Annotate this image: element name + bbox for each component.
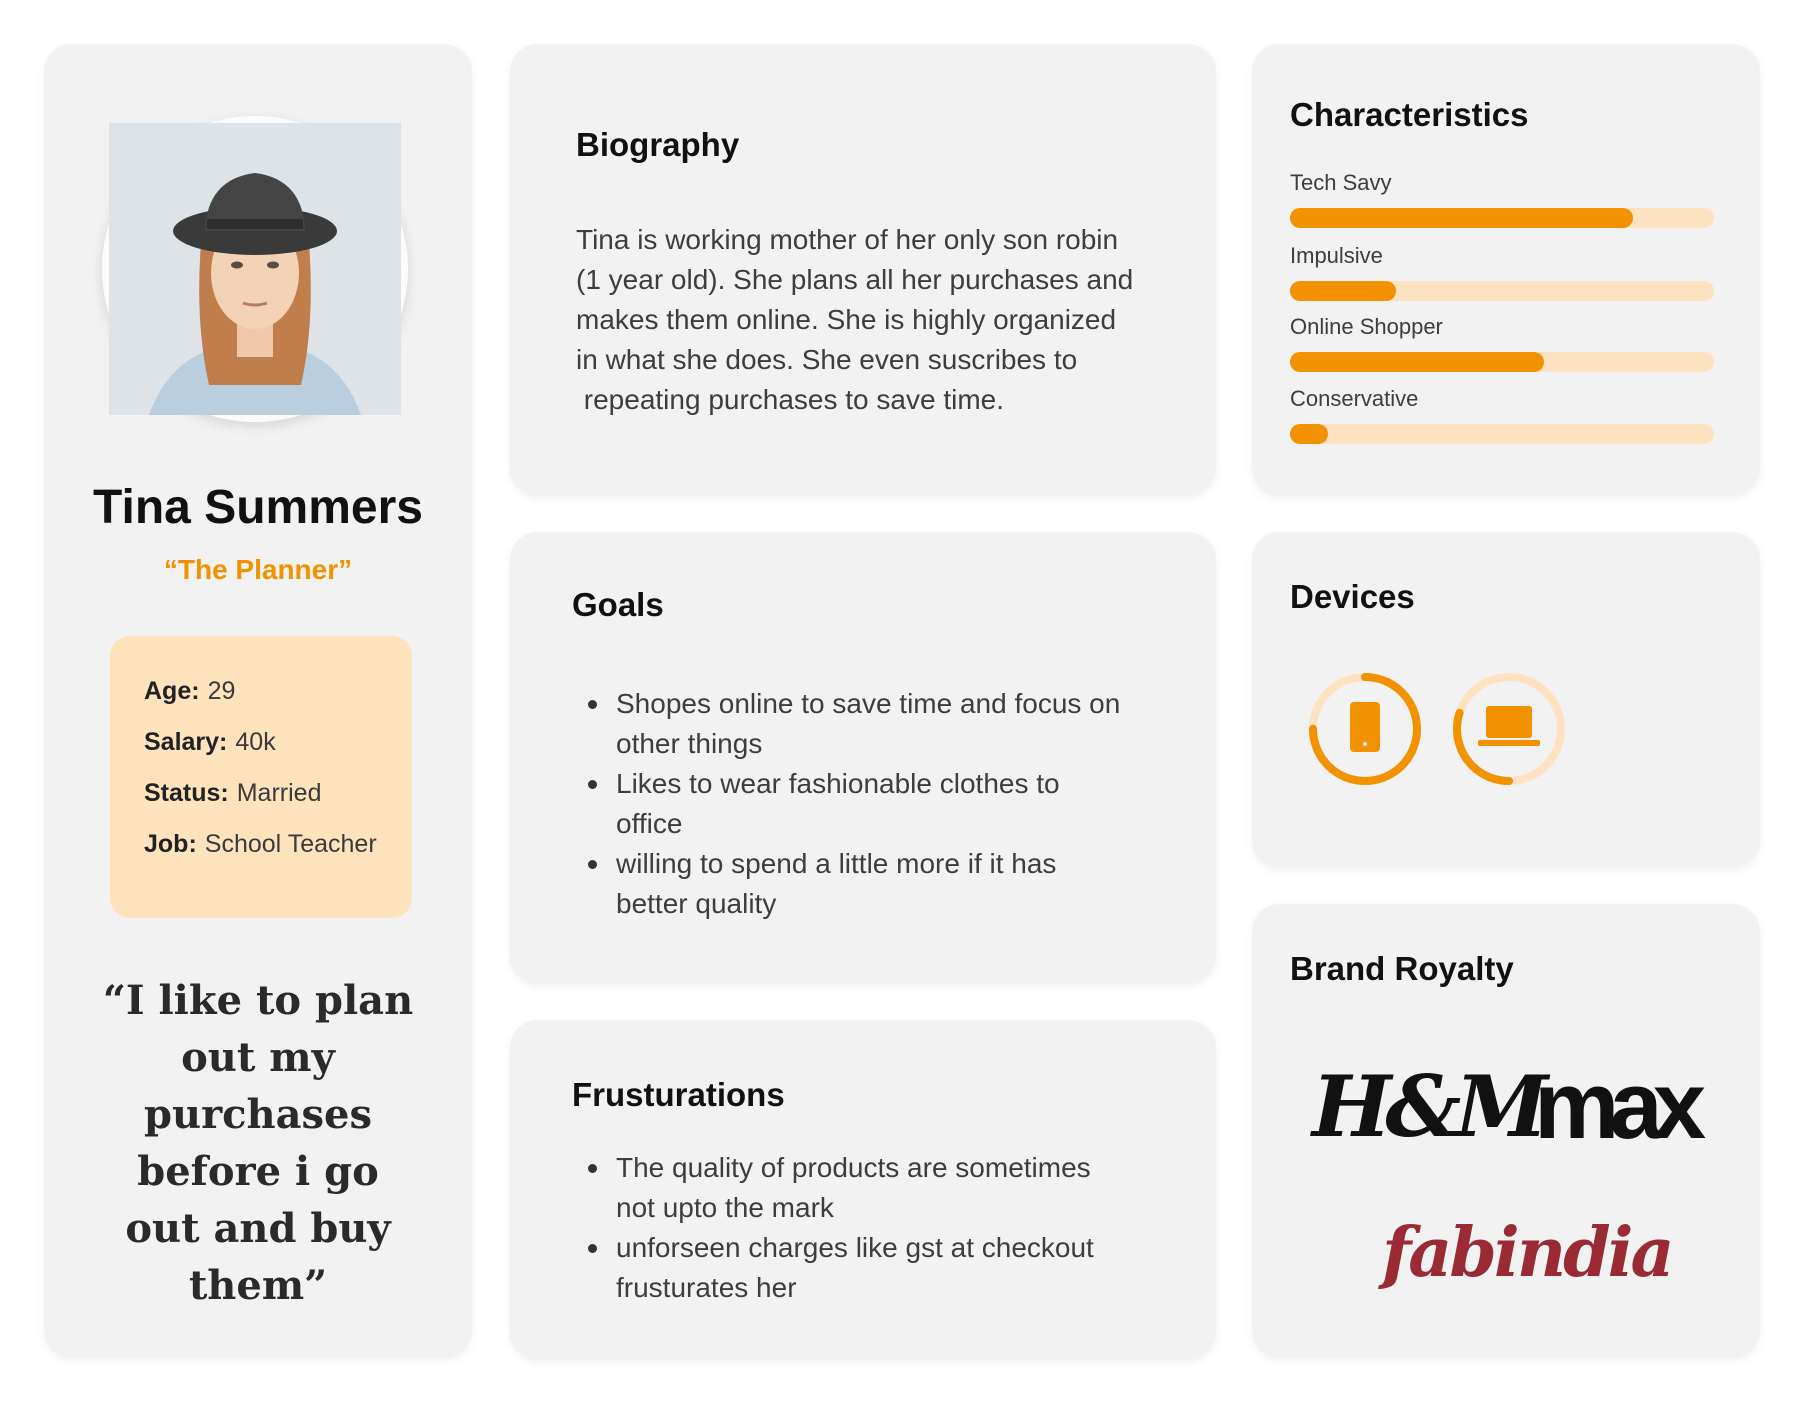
list-item	[572, 1228, 1176, 1308]
max-logo-text: max	[1534, 1052, 1697, 1159]
biography-card	[510, 44, 1216, 496]
quote-line: purchases	[144, 1091, 372, 1138]
persona-name: Tina Summers	[93, 481, 423, 534]
goals-title: Goals	[572, 586, 664, 623]
trait-bar-fill	[1290, 424, 1328, 444]
trait-label: Online Shopper	[1290, 314, 1443, 339]
brands-title: Brand Royalty	[1290, 950, 1514, 987]
trait-label: Tech Savy	[1290, 170, 1392, 195]
woman-portrait-icon	[109, 123, 401, 415]
biography-line: in what she does. She even suscribes to	[576, 344, 1078, 375]
trait-bar-track	[1290, 208, 1714, 228]
trait-bar-track	[1290, 281, 1714, 301]
list-item-line: other things	[616, 728, 763, 759]
list-item-line: better quality	[616, 888, 777, 919]
list-item-line: Shopes online to save time and focus on	[616, 688, 1121, 719]
info-row-job	[144, 831, 412, 882]
hm-logo	[1308, 1057, 1543, 1159]
devices-card	[1252, 532, 1760, 868]
list-item-line: The quality of products are sometimes	[616, 1152, 1091, 1183]
trait-bar-track	[1290, 424, 1714, 444]
list-item-line: office	[616, 808, 683, 839]
characteristics-title: Characteristics	[1290, 96, 1529, 133]
biography-title: Biography	[576, 126, 740, 163]
quote-line: them”	[188, 1262, 328, 1309]
characteristics-card	[1252, 44, 1760, 496]
trait-bar-fill	[1290, 208, 1633, 228]
laptop-icon	[1450, 670, 1568, 788]
persona-info-box	[110, 636, 412, 918]
biography-line: Tina is working mother of her only son robin	[576, 224, 1119, 255]
info-value: School Teacher	[204, 830, 377, 858]
persona-tagline: “The Planner”	[163, 554, 353, 585]
biography-text	[576, 220, 1176, 420]
list-item	[572, 764, 1176, 844]
list-item-line: Likes to wear fashionable clothes to	[616, 768, 1060, 799]
quote-line: out my	[181, 1034, 335, 1081]
info-value: 40k	[235, 728, 276, 756]
persona-quote	[44, 972, 472, 1314]
trait-conservative	[1290, 384, 1714, 444]
quote-line: out and buy	[125, 1205, 391, 1252]
devices-title: Devices	[1290, 578, 1415, 615]
info-value: 29	[207, 677, 236, 705]
max-logo	[1534, 1052, 1704, 1159]
info-row-status	[144, 780, 412, 831]
list-item	[572, 844, 1176, 924]
fabindia-logo	[1378, 1208, 1672, 1309]
biography-line: makes them online. She is highly organized	[576, 304, 1117, 335]
device-laptop	[1450, 670, 1568, 788]
list-item	[572, 684, 1176, 764]
info-label: Salary:	[144, 728, 228, 756]
trait-bar-fill	[1290, 352, 1544, 372]
frustrations-title: Frusturations	[572, 1076, 785, 1113]
list-item-line: not upto the mark	[616, 1192, 834, 1223]
trait-label: Conservative	[1290, 386, 1419, 411]
profile-card	[44, 44, 472, 1358]
info-row-salary	[144, 729, 412, 780]
device-mobile	[1306, 670, 1424, 788]
trait-bar-fill	[1290, 281, 1396, 301]
list-item	[572, 1148, 1176, 1228]
fabindia-logo-text: fabindia	[1382, 1213, 1672, 1293]
biography-line: (1 year old). She plans all her purchases and	[576, 264, 1134, 295]
quote-line: “I like to plan	[102, 977, 414, 1024]
quote-line: before i go	[137, 1148, 379, 1195]
avatar	[102, 116, 408, 422]
info-label: Age:	[144, 677, 200, 705]
frustrations-list	[572, 1148, 1176, 1308]
biography-line: repeating purchases to save time.	[576, 384, 1005, 415]
brands-card	[1252, 904, 1760, 1358]
trait-label: Impulsive	[1290, 243, 1383, 268]
info-value: Married	[236, 779, 322, 807]
goals-list	[572, 684, 1176, 924]
info-row-age	[144, 678, 412, 729]
list-item-line: willing to spend a little more if it has	[616, 848, 1057, 879]
info-label: Job:	[144, 830, 197, 858]
trait-tech-savy	[1290, 168, 1714, 228]
frustrations-card	[510, 1020, 1216, 1360]
mobile-phone-icon	[1306, 670, 1424, 788]
trait-impulsive	[1290, 241, 1714, 301]
info-label: Status:	[144, 779, 229, 807]
hm-logo-text: H&M	[1312, 1057, 1543, 1156]
goals-card	[510, 532, 1216, 984]
trait-online-shopper	[1290, 312, 1714, 372]
trait-bar-track	[1290, 352, 1714, 372]
list-item-line: frusturates her	[616, 1272, 797, 1303]
list-item-line: unforseen charges like gst at checkout	[616, 1232, 1094, 1263]
